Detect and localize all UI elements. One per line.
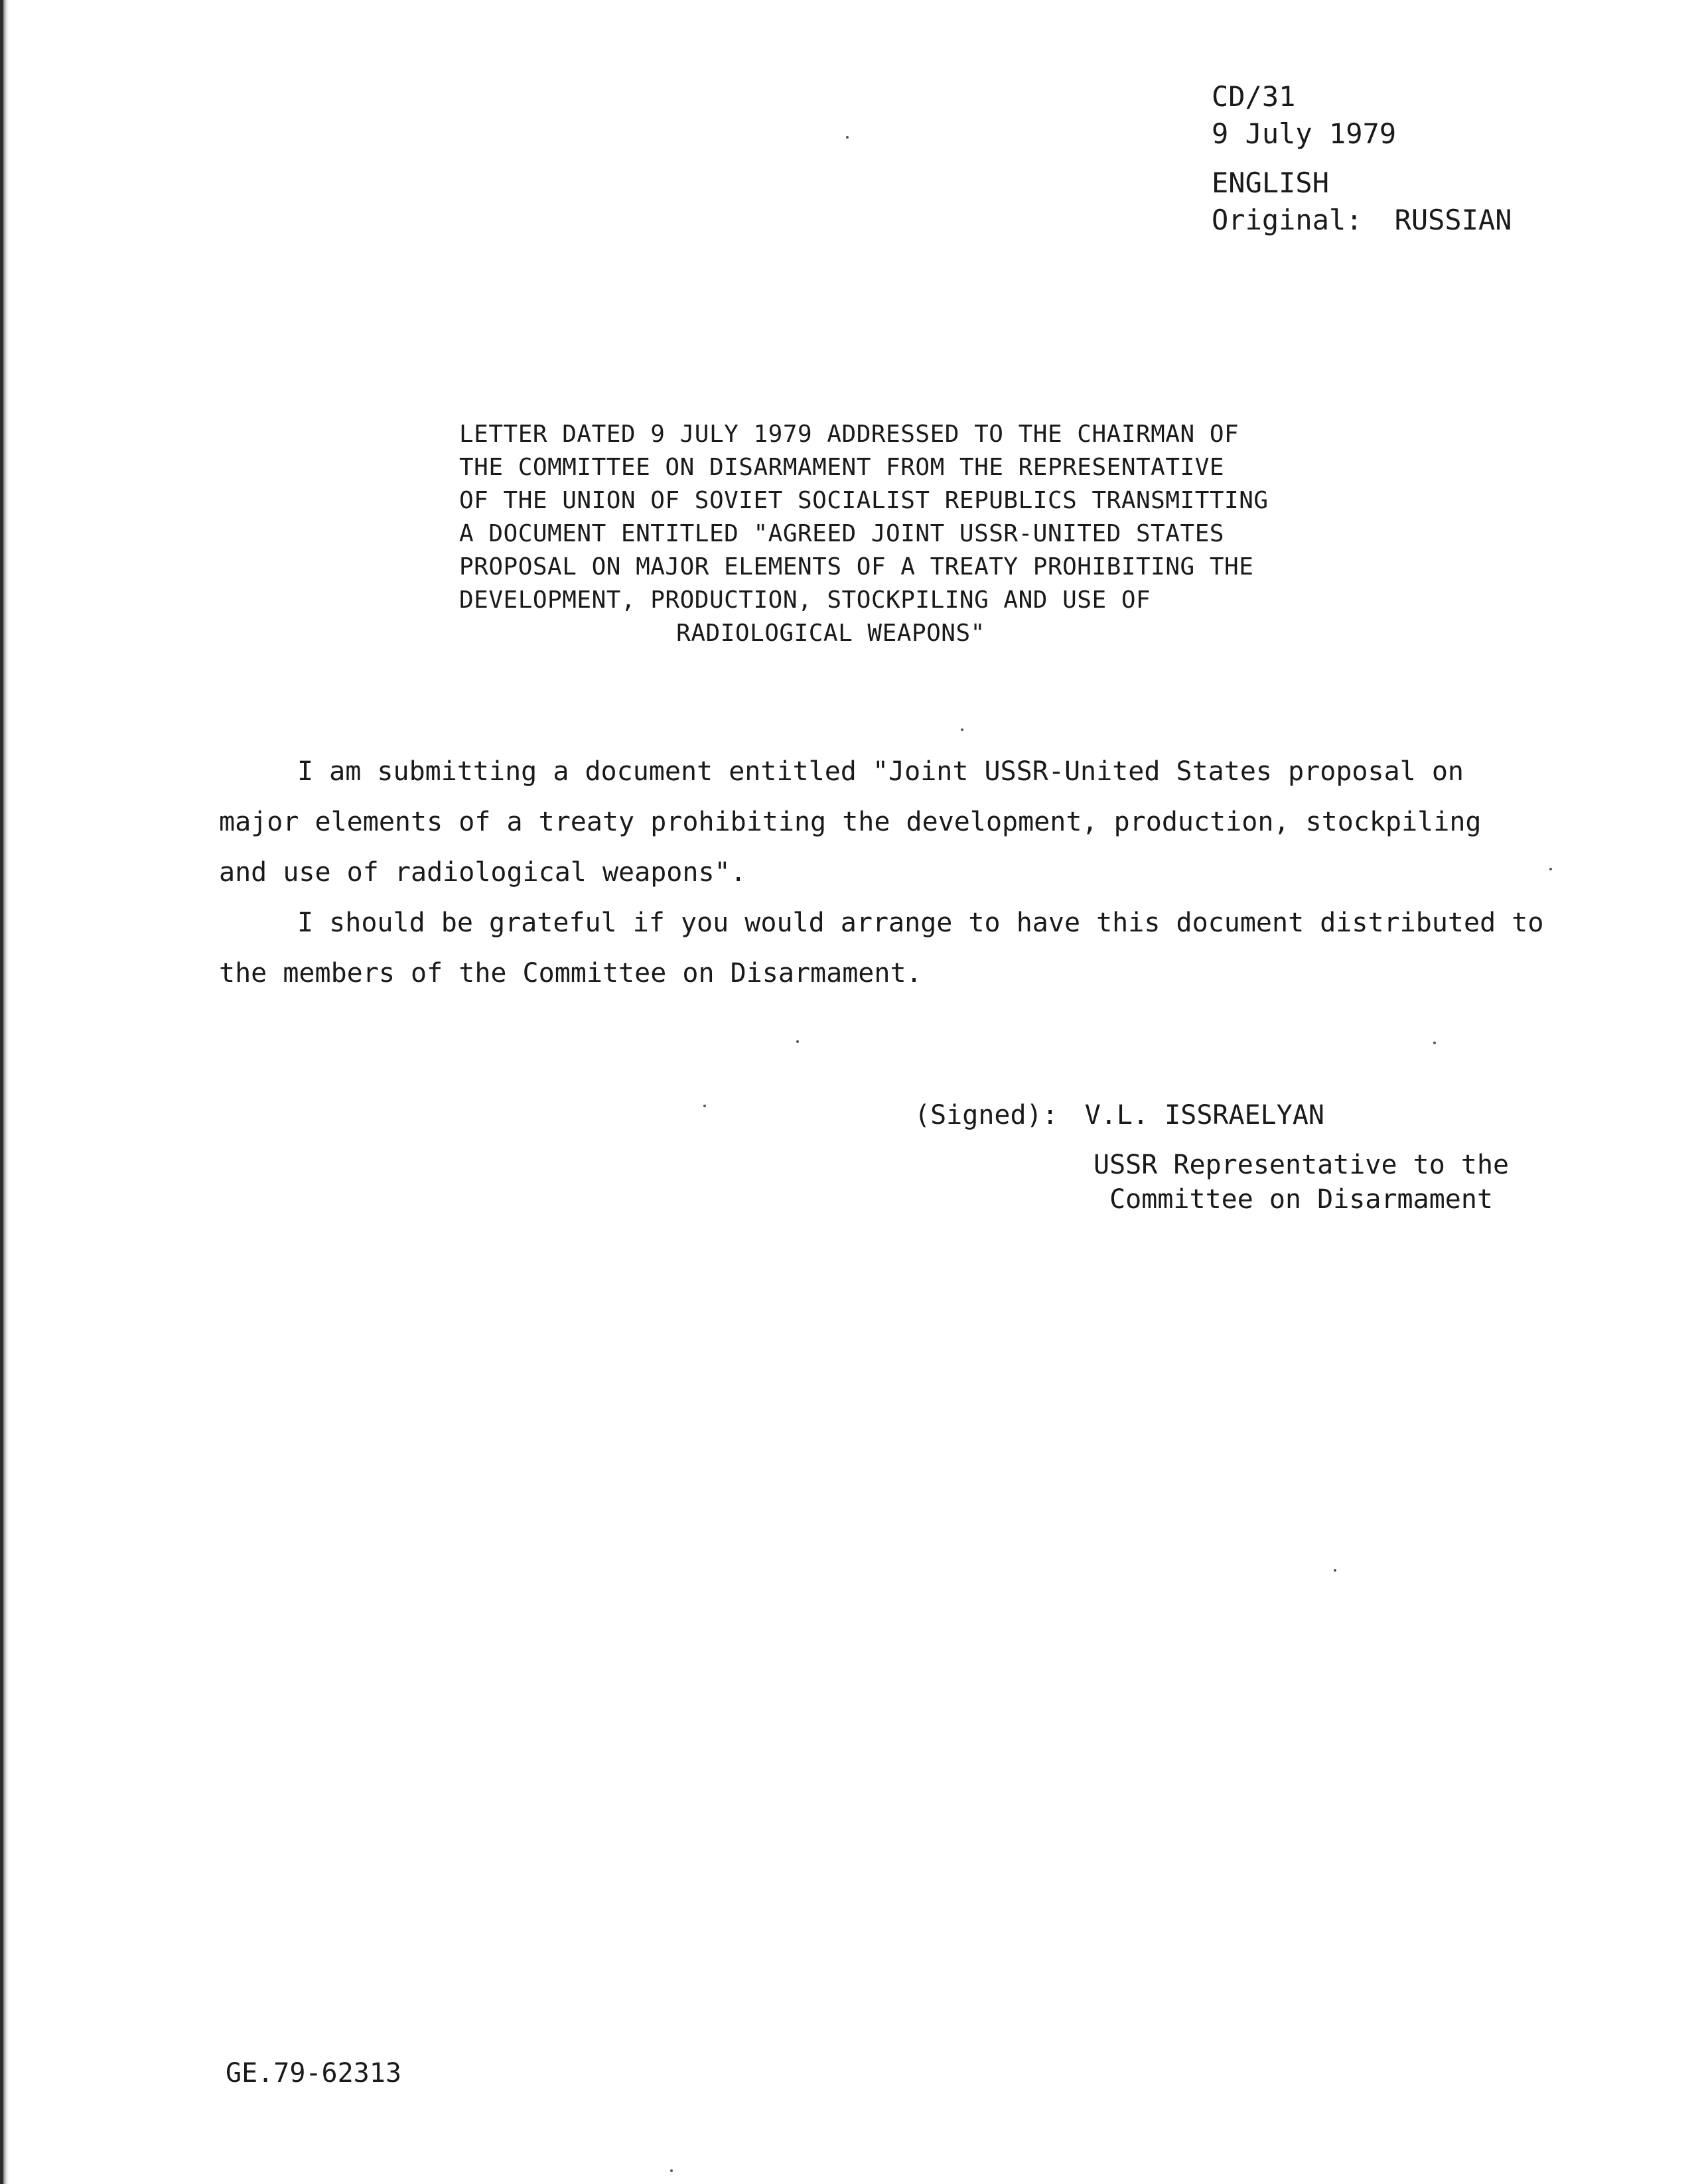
body-line: the members of the Committee on Disarmament. <box>219 958 922 989</box>
body-paragraph-2 <box>219 898 1599 998</box>
scan-speck <box>796 1040 799 1043</box>
letter-title <box>459 418 1375 650</box>
original-language-value: RUSSIAN <box>1394 204 1512 236</box>
original-label: Original: <box>1212 204 1363 236</box>
document-symbol: CD/31 <box>1212 80 1296 113</box>
footer-job-number: GE.79-62313 <box>226 2058 401 2088</box>
signature-line <box>914 1098 1324 1132</box>
title-line: LETTER DATED 9 JULY 1979 ADDRESSED TO THE CHAIRMAN OF <box>459 421 1239 448</box>
document-date: 9 July 1979 <box>1212 117 1397 150</box>
title-line: DEVELOPMENT, PRODUCTION, STOCKPILING AND USE OF <box>459 586 1151 614</box>
signer-title <box>1093 1148 1509 1217</box>
scan-speck <box>1433 1042 1436 1044</box>
signer-title-line-1: USSR Representative to the <box>1093 1150 1510 1180</box>
scan-speck <box>1549 868 1552 870</box>
body-line: I should be grateful if you would arrange to have this document distributed to <box>297 908 1544 938</box>
title-line: THE COMMITTEE ON DISARMAMENT FROM THE REPRESENTATIVE <box>459 454 1225 481</box>
scan-speck <box>703 1105 706 1107</box>
document-language: ENGLISH <box>1212 167 1330 199</box>
signed-label: (Signed): <box>914 1100 1058 1130</box>
scan-speck <box>1334 1569 1336 1572</box>
letter-body <box>219 746 1599 998</box>
body-line: major elements of a treaty prohibiting the development, production, stockpiling <box>219 807 1482 837</box>
title-line: RADIOLOGICAL WEAPONS" <box>676 620 985 647</box>
title-line: A DOCUMENT ENTITLED "AGREED JOINT USSR-UNITED STATES <box>459 520 1225 547</box>
title-line: OF THE UNION OF SOVIET SOCIALIST REPUBLICS TRANSMITTING <box>459 487 1269 514</box>
body-line: I am submitting a document entitled "Joint USSR-United States proposal on <box>297 756 1464 787</box>
title-line: PROPOSAL ON MAJOR ELEMENTS OF A TREATY PROHIBITING THE <box>459 553 1254 580</box>
signer-title-line-2: Committee on Disarmament <box>1109 1184 1494 1215</box>
scan-speck <box>961 728 963 731</box>
scan-speck <box>670 2169 673 2172</box>
scan-speck <box>846 136 849 139</box>
original-language-line <box>1212 202 1512 239</box>
body-line: and use of radiological weapons". <box>219 857 746 888</box>
scan-binding-edge <box>0 0 9 2184</box>
document-header <box>1212 78 1512 239</box>
signer-name: V.L. ISSRAELYAN <box>1084 1100 1324 1130</box>
body-paragraph-1 <box>219 746 1599 898</box>
